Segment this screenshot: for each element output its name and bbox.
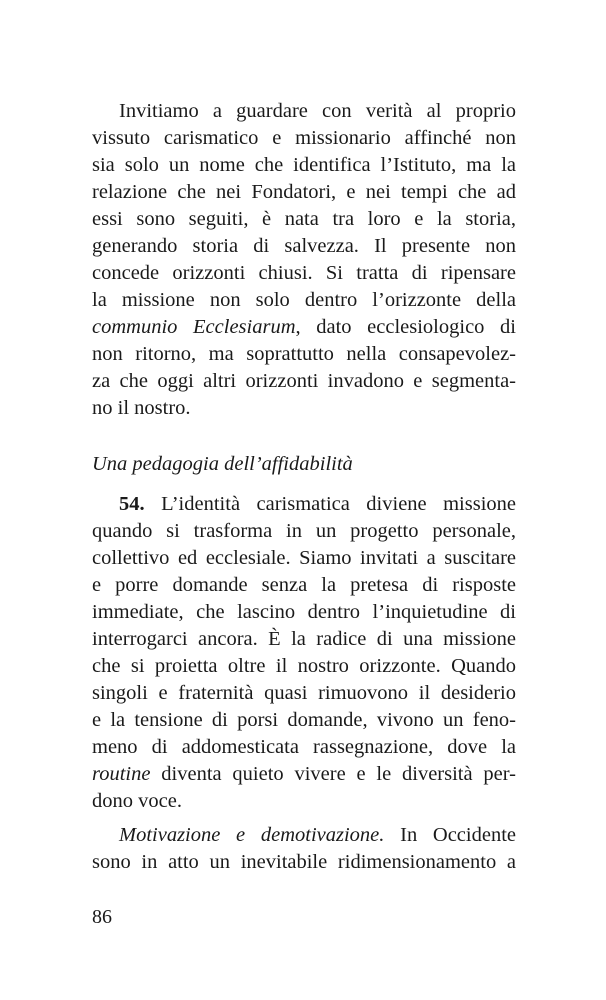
text-line: immediate, che lascino dentro l’inquietudine di bbox=[92, 601, 516, 623]
text-fragment: diventa quieto vivere e le diversità per- bbox=[150, 763, 516, 785]
text-line: no il nostro. bbox=[92, 397, 191, 419]
text-line bbox=[92, 761, 516, 788]
text-line: la missione non solo dentro l’orizzonte della bbox=[92, 289, 516, 311]
page-number: 86 bbox=[92, 906, 112, 928]
text-fragment: In Occidente bbox=[384, 824, 516, 846]
text-line bbox=[92, 314, 516, 341]
text-line: quando si trasforma in un progetto personale, bbox=[92, 520, 516, 542]
text-line: za che oggi altri orizzonti invadono e segmenta- bbox=[92, 370, 516, 392]
paragraph-2 bbox=[92, 491, 516, 815]
text-line: collettivo ed ecclesiale. Siamo invitati a suscitare bbox=[92, 547, 516, 569]
italic-term: communio Ecclesiarum bbox=[92, 316, 296, 338]
page-body bbox=[92, 98, 516, 873]
text-line: singoli e fraternità quasi rimuovono il desiderio bbox=[92, 682, 516, 704]
paragraph-3 bbox=[92, 822, 516, 876]
text-fragment: L’identità carismatica diviene missione bbox=[144, 493, 516, 515]
text-line: e la tensione di porsi domande, vivono un feno- bbox=[92, 709, 516, 731]
text-fragment: , dato ecclesiologico di bbox=[295, 316, 516, 338]
text-line: Invitiamo a guardare con verità al proprio bbox=[119, 100, 516, 122]
text-line: essi sono seguiti, è nata tra loro e la storia, bbox=[92, 208, 516, 230]
text-line: che si proietta oltre il nostro orizzonte. Quando bbox=[92, 655, 516, 677]
paragraph-number: 54. bbox=[119, 493, 145, 515]
section-heading: Una pedagogia dell’affidabilità bbox=[92, 453, 353, 475]
italic-term: routine bbox=[92, 763, 151, 785]
text-line: sia solo un nome che identifica l’Istituto, ma la bbox=[92, 154, 516, 176]
italic-lead: Motivazione e demotivazione. bbox=[119, 824, 385, 846]
text-line: meno di addomesticata rassegnazione, dove la bbox=[92, 736, 516, 758]
text-line: vissuto carismatico e missionario affinché non bbox=[92, 127, 516, 149]
text-line: sono in atto un inevitabile ridimensionamento a bbox=[92, 851, 516, 873]
text-line: non ritorno, ma soprattutto nella consapevolez- bbox=[92, 343, 516, 365]
text-line: relazione che nei Fondatori, e nei tempi che ad bbox=[92, 181, 516, 203]
paragraph-1 bbox=[92, 98, 516, 422]
text-line bbox=[92, 491, 516, 518]
text-line bbox=[92, 822, 516, 849]
text-line: dono voce. bbox=[92, 790, 182, 812]
text-line: concede orizzonti chiusi. Si tratta di ripensare bbox=[92, 262, 516, 284]
text-line: e porre domande senza la pretesa di risposte bbox=[92, 574, 516, 596]
text-line: interrogarci ancora. È la radice di una missione bbox=[92, 628, 516, 650]
text-line: generando storia di salvezza. Il presente non bbox=[92, 235, 516, 257]
